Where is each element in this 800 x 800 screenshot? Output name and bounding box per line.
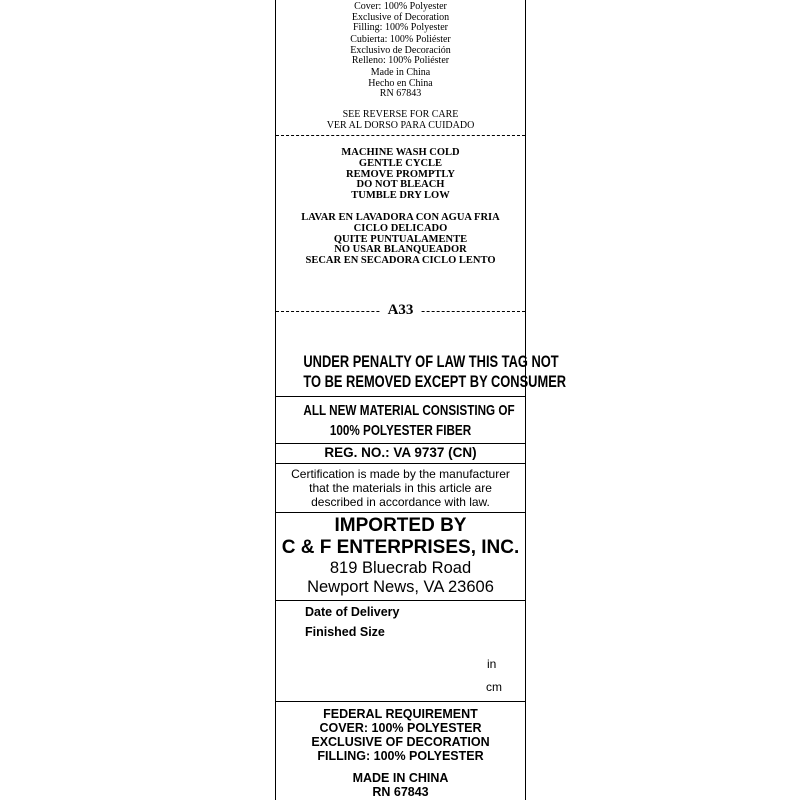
divider <box>276 701 525 702</box>
text-line: EXCLUSIVE OF DECORATION <box>311 735 490 749</box>
divider <box>276 396 525 397</box>
text-line: SECAR EN SECADORA CICLO LENTO <box>305 255 496 267</box>
text-line: TUMBLE DRY LOW <box>351 190 450 202</box>
care-label-tag <box>275 0 567 800</box>
text-line: Exclusive of Decoration <box>351 11 450 23</box>
federal-origin <box>276 771 525 799</box>
text-line: ALL NEW MATERIAL CONSISTING OF <box>303 402 515 419</box>
registration-number: REG. NO.: VA 9737 (CN) <box>324 445 477 460</box>
text-line: UNDER PENALTY OF LAW THIS TAG NOT <box>303 353 559 371</box>
origin-block <box>276 68 525 100</box>
divider <box>276 512 525 513</box>
text-line: DO NOT BLEACH <box>356 179 445 191</box>
text-line: Filling: 100% Polyester <box>353 22 448 33</box>
text-line: Certification is made by the manufacturer <box>291 467 510 481</box>
importer-heading: IMPORTED BY <box>334 515 467 536</box>
importer-company: C & F ENTERPRISES, INC. <box>281 537 520 558</box>
text-line: Cover: 100% Polyester <box>354 1 447 12</box>
text-line: FILLING: 100% POLYESTER <box>317 749 484 763</box>
code-label-wrapper <box>276 301 525 319</box>
text-line: SEE REVERSE FOR CARE <box>342 109 459 120</box>
text-line: that the materials in this article are <box>309 481 492 495</box>
text-line: VER AL DORSO PARA CUIDADO <box>326 119 475 131</box>
text-line: NO USAR BLANQUEADOR <box>334 244 467 256</box>
material-statement <box>276 401 525 441</box>
importer-street: 819 Bluecrab Road <box>329 559 472 577</box>
text-line: 100% POLYESTER FIBER <box>329 422 472 439</box>
text-line: TO BE REMOVED EXCEPT BY CONSUMER <box>303 373 567 391</box>
care-instructions-english <box>276 148 525 202</box>
fiber-content-spanish <box>276 35 525 67</box>
date-of-delivery-label: Date of Delivery <box>305 605 400 619</box>
federal-requirement <box>276 707 525 763</box>
text-line: Relleno: 100% Poliéster <box>351 55 450 66</box>
text-line: FEDERAL REQUIREMENT <box>323 707 478 721</box>
care-instructions-spanish <box>276 213 525 267</box>
importer-block <box>276 515 525 597</box>
text-line: CICLO DELICADO <box>353 222 448 234</box>
fold-line-dashed <box>276 135 525 136</box>
code-label: A33 <box>380 302 422 318</box>
text-line: RN 67843 <box>379 88 422 99</box>
text-line: described in accordance with law. <box>311 495 490 509</box>
text-line: Cubierta: 100% Poliéster <box>350 34 451 45</box>
unit-cm-label: cm <box>486 680 502 694</box>
fiber-content-english <box>276 2 525 34</box>
text-line: Made in China <box>370 67 431 78</box>
text-line: RN 67843 <box>372 785 429 799</box>
text-line: Hecho en China <box>368 77 433 89</box>
divider <box>276 600 525 601</box>
text-line: LAVAR EN LAVADORA CON AGUA FRIA <box>301 212 500 223</box>
finished-size-label: Finished Size <box>305 625 385 639</box>
law-warning <box>276 352 567 392</box>
text-line: QUITE PUNTUALAMENTE <box>333 233 468 245</box>
text-line: MACHINE WASH COLD <box>341 147 460 158</box>
divider <box>276 463 525 464</box>
importer-city: Newport News, VA 23606 <box>307 578 494 596</box>
see-reverse-note <box>276 110 525 131</box>
text-line: COVER: 100% POLYESTER <box>319 721 482 735</box>
text-line: MADE IN CHINA <box>352 771 449 785</box>
text-line: GENTLE CYCLE <box>358 157 443 169</box>
text-line: REMOVE PROMPTLY <box>346 168 455 180</box>
text-line: Exclusivo de Decoración <box>350 44 451 56</box>
unit-inches-label: in <box>487 657 497 671</box>
certification-statement <box>276 467 525 509</box>
